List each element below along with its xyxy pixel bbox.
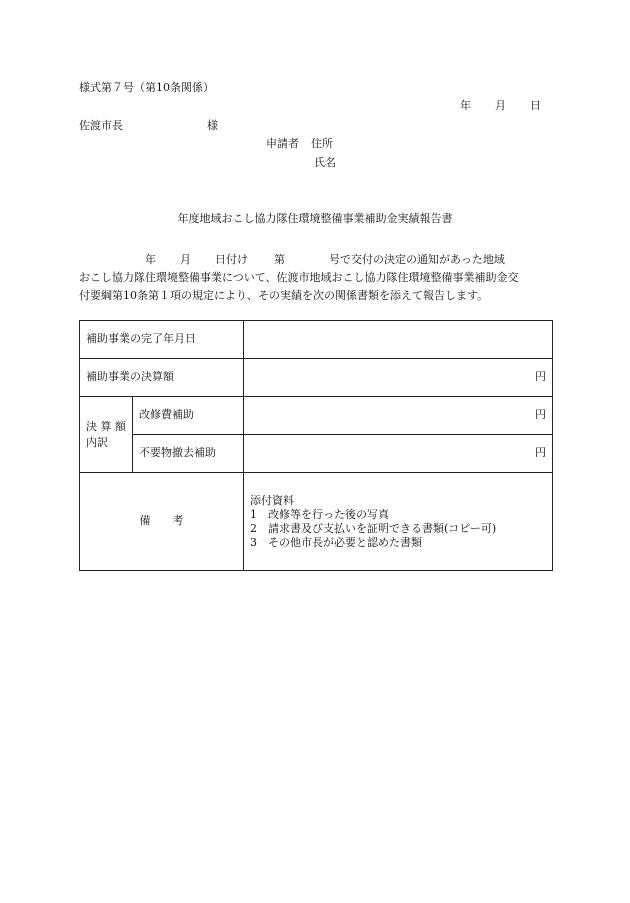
report-body <box>79 251 553 305</box>
renovation-subsidy-field[interactable] <box>244 397 553 435</box>
yen-unit: 円 <box>535 370 546 384</box>
addressee-name: 佐渡市長 <box>79 119 123 132</box>
breakdown-label: 決 算 額 内訳 <box>80 397 133 473</box>
settlement-amount-field[interactable] <box>244 359 553 397</box>
completion-date-field[interactable] <box>244 321 553 359</box>
date-year-label: 年 <box>460 99 471 112</box>
yen-unit: 円 <box>535 408 546 422</box>
table-row <box>80 435 553 473</box>
list-item: 2 請求書及び支払いを証明できる書類(コピー可) <box>250 521 497 535</box>
form-number: 様式第７号（第10条関係） <box>79 81 214 94</box>
document-title: 年度地域おこし協力隊住環境整備事業補助金実績報告書 <box>177 212 453 225</box>
submission-date <box>460 99 541 114</box>
list-item: 1 改修等を行った後の写真 <box>250 507 389 521</box>
honorific: 様 <box>207 119 218 132</box>
attachments-heading: 添付資料 <box>250 493 294 507</box>
table-row <box>80 321 553 359</box>
applicant-address <box>266 137 333 152</box>
renovation-subsidy-label: 改修費補助 <box>133 397 244 435</box>
date-month-label: 月 <box>495 99 506 112</box>
address-label: 住所 <box>311 137 333 150</box>
removal-subsidy-field[interactable] <box>244 435 553 473</box>
body-line-2: おこし協力隊住環境整備事業について、佐渡市地域おこし協力隊住環境整備事業補助金交 <box>79 271 519 284</box>
remarks-label: 備 考 <box>80 473 244 571</box>
table-row <box>80 397 553 435</box>
completion-date-label: 補助事業の完了年月日 <box>80 321 244 359</box>
removal-subsidy-label: 不要物撤去補助 <box>133 435 244 473</box>
name-label: 氏名 <box>314 156 336 169</box>
table-row <box>80 473 553 571</box>
date-day-label: 日 <box>530 99 541 112</box>
remarks-content <box>244 473 553 571</box>
yen-unit: 円 <box>535 446 546 460</box>
body-line-3: 付要綱第10条第１項の規定により、その実績を次の関係書類を添えて報告します。 <box>79 289 489 302</box>
applicant-label: 申請者 <box>266 137 299 150</box>
table-row <box>80 359 553 397</box>
settlement-amount-label: 補助事業の決算額 <box>80 359 244 397</box>
report-table <box>79 320 553 571</box>
body-line-1: 年 月 日付け 第 号で交付の決定の通知があった地域 <box>145 253 505 266</box>
addressee <box>79 119 218 134</box>
list-item: 3 その他市長が必要と認めた書類 <box>250 535 422 549</box>
